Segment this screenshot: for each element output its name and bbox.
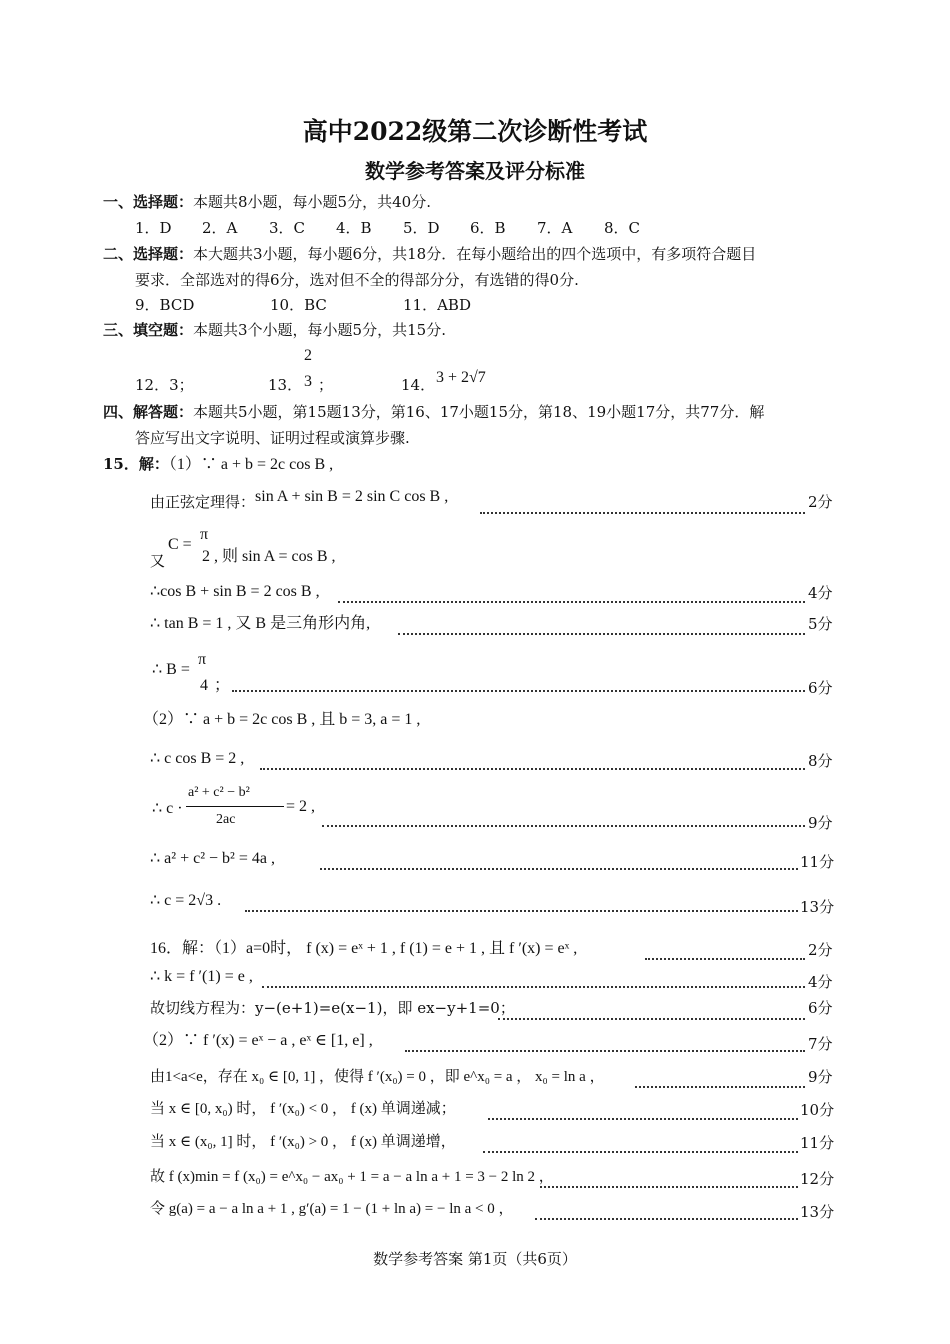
leader-dots bbox=[645, 938, 805, 960]
section-2-desc-1: 本大题共3小题，每小题6分，共18分．在每小题给出的四个选项中，有多项符合题目 bbox=[193, 245, 757, 263]
section-4-desc-1: 本题共5小题，第15题13分，第16、17小题15分，第18、19小题17分，共77分．解 bbox=[193, 403, 765, 421]
q16-line-1-math: 16．解：（1）a=0时， f (x) = eˣ + 1 , f (1) = e + 1 , 且 f ′(x) = eˣ , bbox=[150, 940, 578, 957]
q15-line-3-math: C = bbox=[168, 536, 192, 553]
q15-line-8-math: ∴ c cos B = 2 , bbox=[150, 750, 245, 767]
q15-line-5 bbox=[150, 613, 840, 634]
q15-line-11 bbox=[150, 890, 840, 916]
q16-line-8-math: 故 f (x)min = f (x₀) = e^x₀ − ax₀ + 1 = a − a ln a + 1 = 3 − 2 ln 2 ， bbox=[150, 1169, 554, 1185]
score-label: 8分 bbox=[808, 752, 833, 770]
q15-line-3-denominator: 2 bbox=[202, 548, 210, 565]
q15-line-1 bbox=[103, 454, 333, 475]
q16-line-4 bbox=[143, 1030, 840, 1051]
q15-line-3-prefix: 又 bbox=[150, 552, 166, 570]
q15-line-2-prefix: 由正弦定理得： bbox=[150, 493, 256, 511]
leader-dots bbox=[483, 1131, 798, 1153]
fraction-bar bbox=[186, 806, 284, 807]
q15-step-1: （1）∵ a + b = 2c cos B , bbox=[168, 456, 334, 473]
answer-14-label: 14． bbox=[401, 376, 436, 394]
q16-line-8 bbox=[150, 1166, 840, 1187]
q16-line-6-math: 当 x ∈ [0, x₀) 时， f ′(x₀) < 0 ， f (x) 单调递减； bbox=[150, 1101, 456, 1117]
leader-dots bbox=[480, 492, 805, 514]
q15-line-9-math: ∴ c · bbox=[152, 800, 183, 817]
answer-2: 2．A bbox=[202, 219, 238, 237]
q16-line-3-text: 故切线方程为：y−(e+1)=e(x−1)，即 ex−y+1=0； bbox=[150, 999, 515, 1017]
leader-dots bbox=[245, 890, 798, 912]
q16-line-5-math: 由1<a<e，存在 x₀ ∈ [0, 1] ，使得 f ′(x₀) = 0 ，即 e^x₀ = a ， x₀ = ln a ， bbox=[150, 1069, 605, 1085]
q16-line-7 bbox=[150, 1131, 840, 1152]
score-label: 2分 bbox=[808, 941, 833, 959]
page-title: 高中2022级第二次诊断性考试 bbox=[302, 117, 648, 146]
q16-line-5 bbox=[150, 1066, 840, 1087]
q15-part-2: （2）∵ a + b = 2c cos B , 且 b = 3, a = 1 , bbox=[143, 711, 421, 728]
answer-6: 6．B bbox=[470, 219, 506, 237]
section-3-heading: 三、填空题： bbox=[103, 321, 194, 339]
q15-line-6 bbox=[150, 648, 840, 698]
answer-8: 8．C bbox=[604, 219, 641, 237]
score-label: 6分 bbox=[808, 679, 833, 697]
section-4-desc-2: 答应写出文字说明、证明过程或演算步骤. bbox=[135, 429, 410, 447]
score-label: 7分 bbox=[808, 1035, 833, 1053]
q16-line-2 bbox=[150, 966, 840, 991]
answer-13-denominator: 3 bbox=[304, 373, 312, 390]
answer-4: 4．B bbox=[336, 219, 372, 237]
score-label: 9分 bbox=[808, 1068, 833, 1086]
q15-line-9-numerator: a² + c² − b² bbox=[188, 785, 250, 800]
q16-line-3 bbox=[150, 998, 840, 1018]
q15-line-4 bbox=[150, 581, 840, 602]
q15-line-9-tail: = 2 , bbox=[286, 798, 316, 815]
q15-line-3-numerator: π bbox=[200, 526, 209, 543]
q16-line-1 bbox=[150, 938, 840, 959]
score-label: 10分 bbox=[800, 1101, 835, 1119]
score-label: 4分 bbox=[808, 584, 833, 602]
q16-line-9 bbox=[150, 1198, 840, 1219]
section-3-desc: 本题共3个小题，每小题5分，共15分. bbox=[193, 321, 446, 339]
answer-10: 10．BC bbox=[270, 296, 327, 314]
q15-label: 15．解： bbox=[103, 455, 169, 473]
section-2-line-1 bbox=[103, 244, 756, 264]
q15-line-9 bbox=[150, 783, 840, 838]
score-label: 13分 bbox=[800, 1203, 835, 1221]
q15-line-10-math: ∴ a² + c² − b² = 4a , bbox=[150, 850, 275, 867]
q15-line-6-tail: ； bbox=[214, 677, 231, 694]
answer-5: 5．D bbox=[403, 219, 440, 237]
answer-14-value: 3 + 2√7 bbox=[436, 369, 486, 386]
section-1-heading: 一、选择题： bbox=[103, 193, 194, 211]
leader-dots bbox=[260, 748, 805, 770]
answer-12: 12．3； bbox=[135, 376, 194, 394]
score-label: 13分 bbox=[800, 898, 835, 916]
score-label: 9分 bbox=[808, 814, 833, 832]
q16-line-9-math: 令 g(a) = a − a ln a + 1 , g′(a) = 1 − (1 + ln a) = − ln a < 0 ， bbox=[150, 1201, 514, 1217]
section-2-answers bbox=[135, 295, 471, 315]
q15-line-2 bbox=[150, 488, 840, 513]
leader-dots bbox=[405, 1030, 805, 1052]
q15-line-8 bbox=[150, 748, 840, 769]
leader-dots bbox=[232, 670, 805, 692]
answer-13-tail: ； bbox=[318, 376, 334, 394]
q15-line-9-denominator: 2ac bbox=[216, 812, 236, 827]
answer-13-numerator: 2 bbox=[304, 347, 312, 364]
q15-line-6-numerator: π bbox=[198, 651, 207, 668]
answer-11: 11．ABD bbox=[403, 296, 471, 314]
q15-line-11-math: ∴ c = 2√3 . bbox=[150, 892, 222, 909]
q15-line-10 bbox=[150, 848, 840, 869]
q16-line-7-math: 当 x ∈ (x₀, 1] 时， f ′(x₀) > 0 ， f (x) 单调递增， bbox=[150, 1134, 456, 1150]
section-2-heading: 二、选择题： bbox=[103, 245, 194, 263]
answer-9: 9．BCD bbox=[135, 296, 195, 314]
score-label: 11分 bbox=[800, 1134, 835, 1152]
q15-line-6-denominator: 4 bbox=[200, 677, 208, 694]
score-label: 11分 bbox=[800, 853, 835, 871]
q15-line-5-math: ∴ tan B = 1 , 又 B 是三角形内角, bbox=[150, 615, 371, 632]
answer-1: 1．D bbox=[135, 219, 172, 237]
leader-dots bbox=[262, 966, 805, 988]
leader-dots bbox=[488, 1098, 798, 1120]
leader-dots bbox=[635, 1066, 805, 1088]
score-label: 6分 bbox=[808, 999, 833, 1017]
q15-line-4-math: ∴cos B + sin B = 2 cos B , bbox=[150, 583, 320, 600]
q15-line-6-math: ∴ B = bbox=[152, 661, 190, 678]
answer-7: 7．A bbox=[537, 219, 573, 237]
answer-3: 3．C bbox=[269, 219, 306, 237]
leader-dots bbox=[498, 998, 805, 1020]
score-label: 4分 bbox=[808, 973, 833, 991]
score-label: 2分 bbox=[808, 493, 833, 511]
leader-dots bbox=[540, 1166, 798, 1188]
section-4-heading: 四、解答题： bbox=[103, 403, 194, 421]
section-1-desc: 本题共8小题，每小题5分，共40分. bbox=[193, 193, 431, 211]
q16-line-6 bbox=[150, 1098, 840, 1119]
section-3-line bbox=[103, 320, 446, 340]
leader-dots bbox=[322, 805, 805, 827]
section-1-line bbox=[103, 192, 431, 212]
section-4-line-1 bbox=[103, 402, 764, 422]
leader-dots bbox=[338, 581, 805, 603]
page-footer: 数学参考答案 第1页（共6页） bbox=[373, 1250, 577, 1268]
q15-line-3-tail: , 则 sin A = cos B , bbox=[214, 548, 336, 565]
answer-13-label: 13． bbox=[268, 376, 303, 394]
section-1-answers bbox=[135, 218, 654, 238]
leader-dots bbox=[398, 613, 805, 635]
q16-line-4-math: （2）∵ f ′(x) = eˣ − a , eˣ ∈ [1, e] , bbox=[143, 1032, 373, 1049]
leader-dots bbox=[535, 1198, 798, 1220]
leader-dots bbox=[320, 848, 798, 870]
q15-line-2-math: sin A + sin B = 2 sin C cos B , bbox=[255, 488, 449, 505]
score-label: 5分 bbox=[808, 615, 833, 633]
score-label: 12分 bbox=[800, 1170, 835, 1188]
q16-line-2-math: ∴ k = f ′(1) = e , bbox=[150, 968, 253, 985]
page-subtitle: 数学参考答案及评分标准 bbox=[365, 159, 585, 183]
section-2-desc-2: 要求．全部选对的得6分，选对但不全的得部分分，有选错的得0分. bbox=[135, 271, 579, 289]
